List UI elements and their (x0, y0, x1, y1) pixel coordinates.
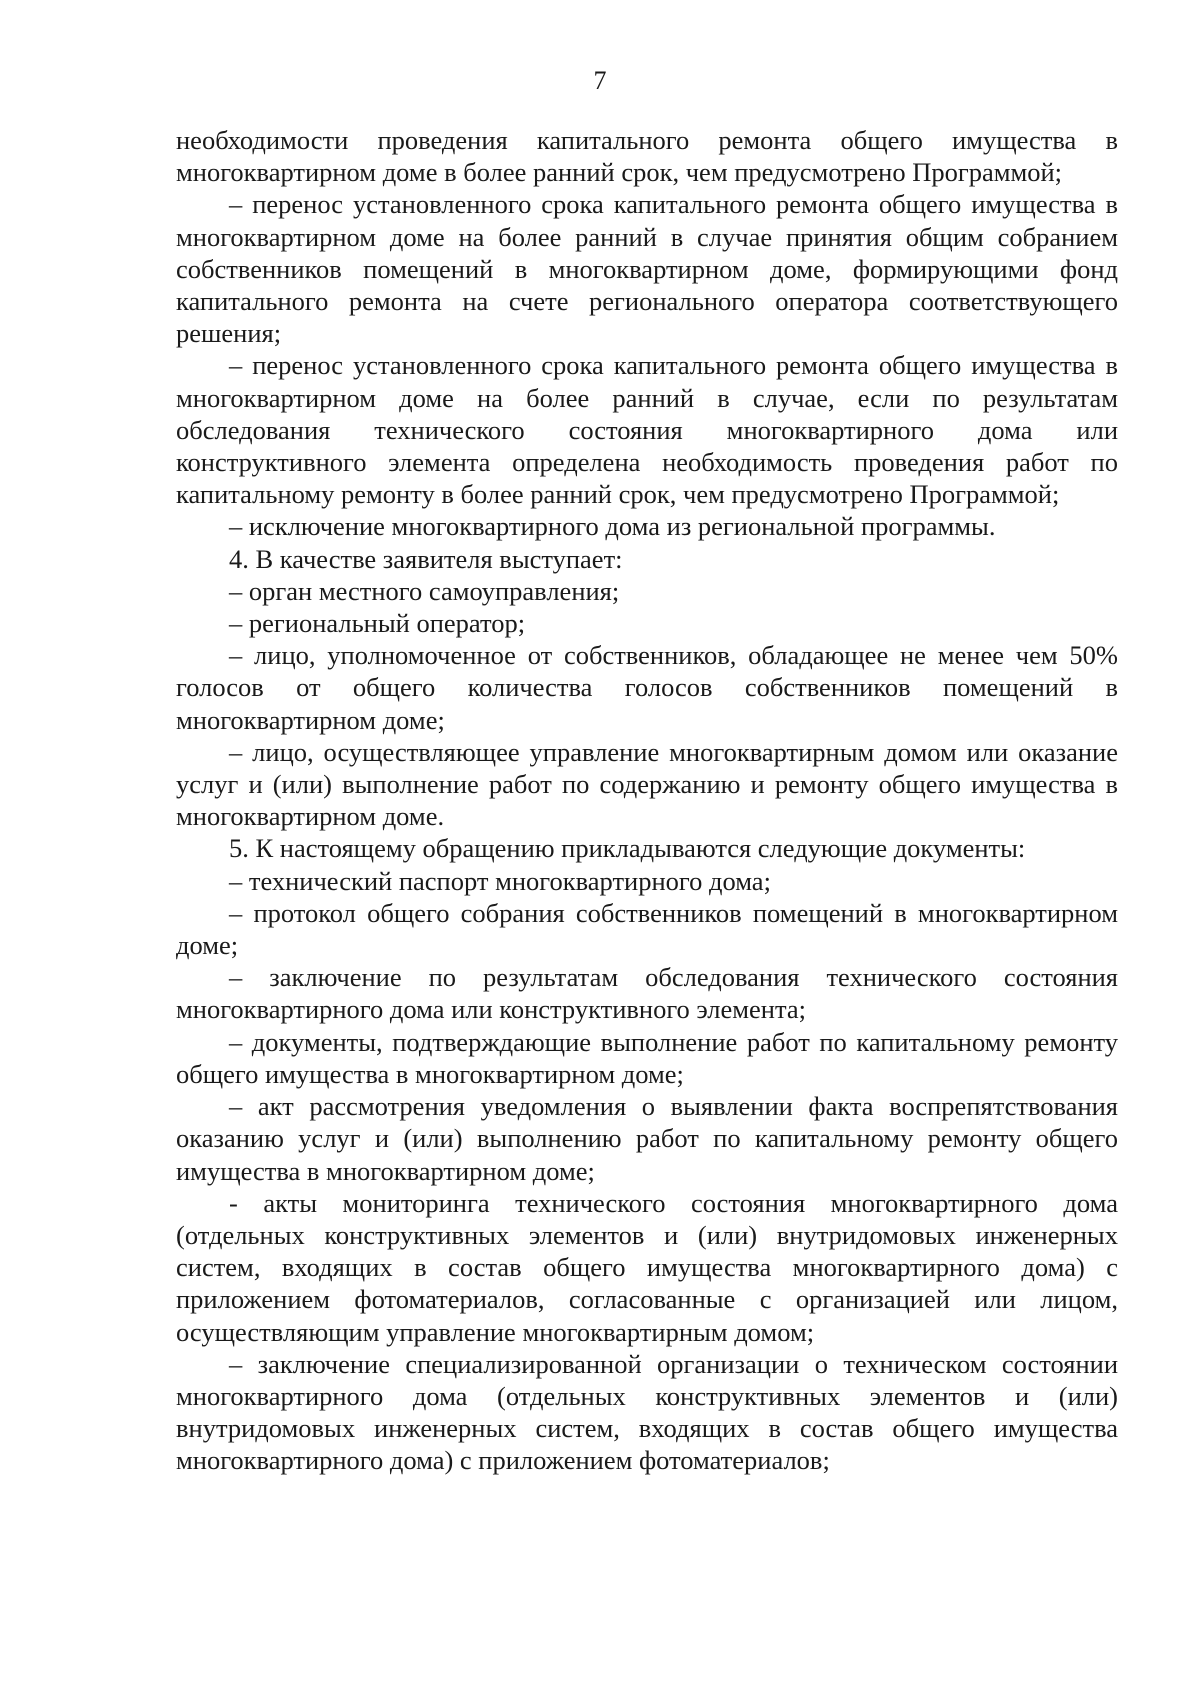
list-item: – перенос установленного срока капитального ремонта общего имущества в многоквартирном доме на более ранний в случае принятия общим собранием собственников помещений в многоквартирном доме, формирующими фонд капитального ремонта на счете регионального оператора соответствующего решения; (176, 189, 1118, 349)
section-heading-4: 4. В качестве заявителя выступает: (229, 543, 623, 574)
list-item: – акт рассмотрения уведомления о выявлении факта воспрепятствования оказанию услуг и (или) выполнению работ по капитальному ремонту общего имущества в многоквартирном доме; (176, 1091, 1118, 1186)
list-item: – орган местного самоуправления; (229, 575, 620, 606)
paragraph-continuation: необходимости проведения капитального ремонта общего имущества в многоквартирном доме в более ранний срок, чем предусмотрено Программой; (176, 125, 1118, 188)
document-body (176, 124, 1118, 1477)
list-item: – технический паспорт многоквартирного дома; (229, 865, 771, 896)
page-number: 7 (593, 66, 607, 95)
list-item: – исключение многоквартирного дома из региональной программы. (229, 511, 996, 542)
list-item: – заключение специализированной организации о техническом состоянии многоквартирного дома (отдельных конструктивных элементов и (или) внутридомовых инженерных систем, входящих в состав общего имущества многоквартирного дома) с приложением фотоматериалов; (176, 1348, 1118, 1476)
list-item: – заключение по результатам обследования технического состояния многоквартирного дома или конструктивного элемента; (176, 962, 1118, 1025)
list-item: – протокол общего собрания собственников помещений в многоквартирном доме; (176, 897, 1118, 961)
list-item: – перенос установленного срока капитального ремонта общего имущества в многоквартирном доме на более ранний в случае, если по результатам обследования технического состояния многоквартирного дома или конструктивного элемента определена необходимость проведения работ по капитальному ремонту в более ранний срок, чем предусмотрено Программой; (176, 350, 1118, 510)
list-item: – лицо, осуществляющее управление многоквартирным домом или оказание услуг и (или) выполнение работ по содержанию и ремонту общего имущества в многоквартирном доме. (176, 736, 1118, 832)
list-item: – документы, подтверждающие выполнение работ по капитальному ремонту общего имущества в многоквартирном доме; (176, 1026, 1118, 1089)
list-item: – лицо, уполномоченное от собственников, обладающее не менее чем 50% голосов от общего количества голосов собственников помещений в многоквартирном доме; (176, 640, 1118, 735)
list-item: – региональный оператор; (229, 608, 526, 639)
list-item: - акты мониторинга технического состояния многоквартирного дома (отдельных конструктивных элементов и (или) внутридомовых инженерных систем, входящих в состав общего имущества многоквартирного дома) с приложением фотоматериалов, согласованные с организацией или лицом, осуществляющим управление многоквартирным домом; (176, 1187, 1118, 1347)
section-heading-5: 5. К настоящему обращению прикладываются следующие документы: (229, 833, 1026, 864)
